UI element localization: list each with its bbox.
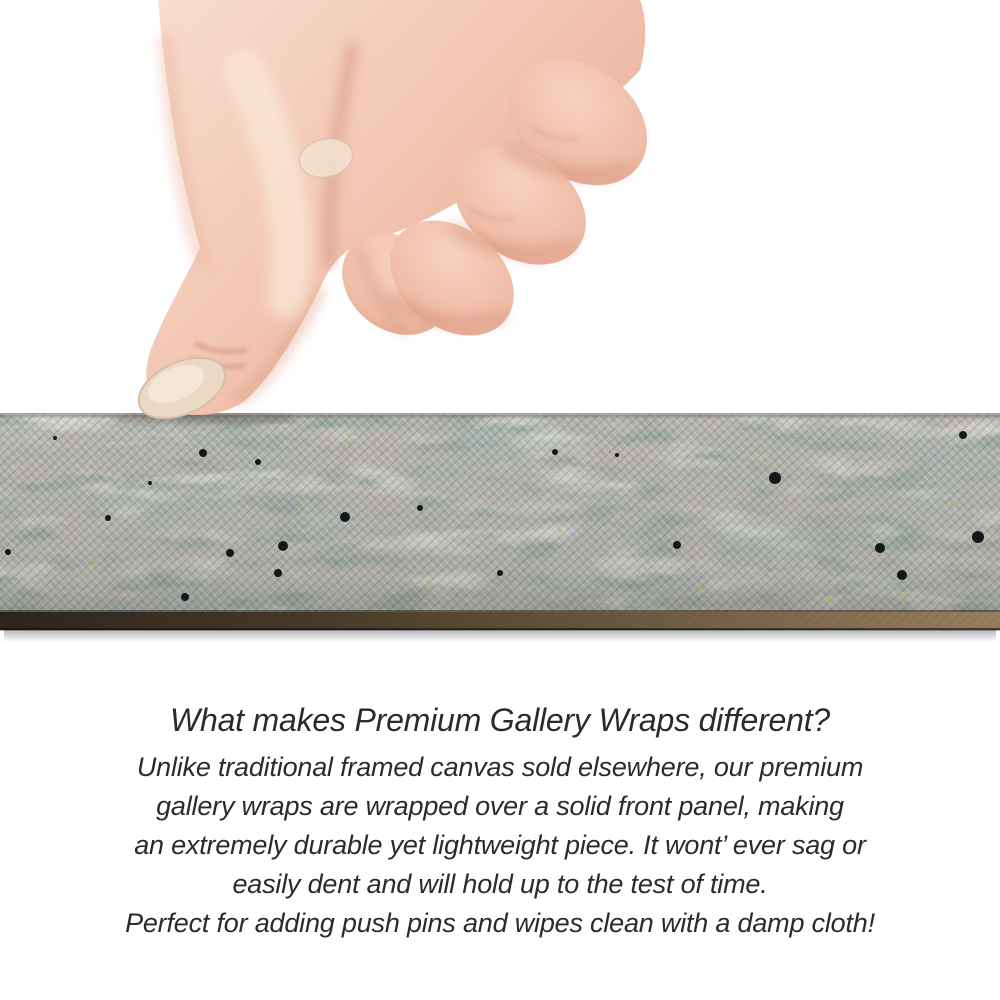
caption-line-4: easily dent and will hold up to the test of time. — [232, 869, 768, 899]
panel-drop-shadow — [4, 630, 996, 642]
caption-block — [0, 700, 1000, 943]
canvas-wrap-edge-photo — [0, 413, 1000, 645]
caption-line-2: gallery wraps are wrapped over a solid front panel, making — [156, 791, 844, 821]
caption-line-1: Unlike traditional framed canvas sold elsewhere, our premium — [136, 752, 864, 782]
caption-heading: What makes Premium Gallery Wraps different? — [169, 702, 831, 738]
caption-line-3: an extremely durable yet lightweight piece. It wont’ ever sag or — [134, 830, 866, 860]
caption-line-5: Perfect for adding push pins and wipes clean with a damp cloth! — [125, 908, 875, 938]
hand-photo — [0, 0, 1000, 420]
